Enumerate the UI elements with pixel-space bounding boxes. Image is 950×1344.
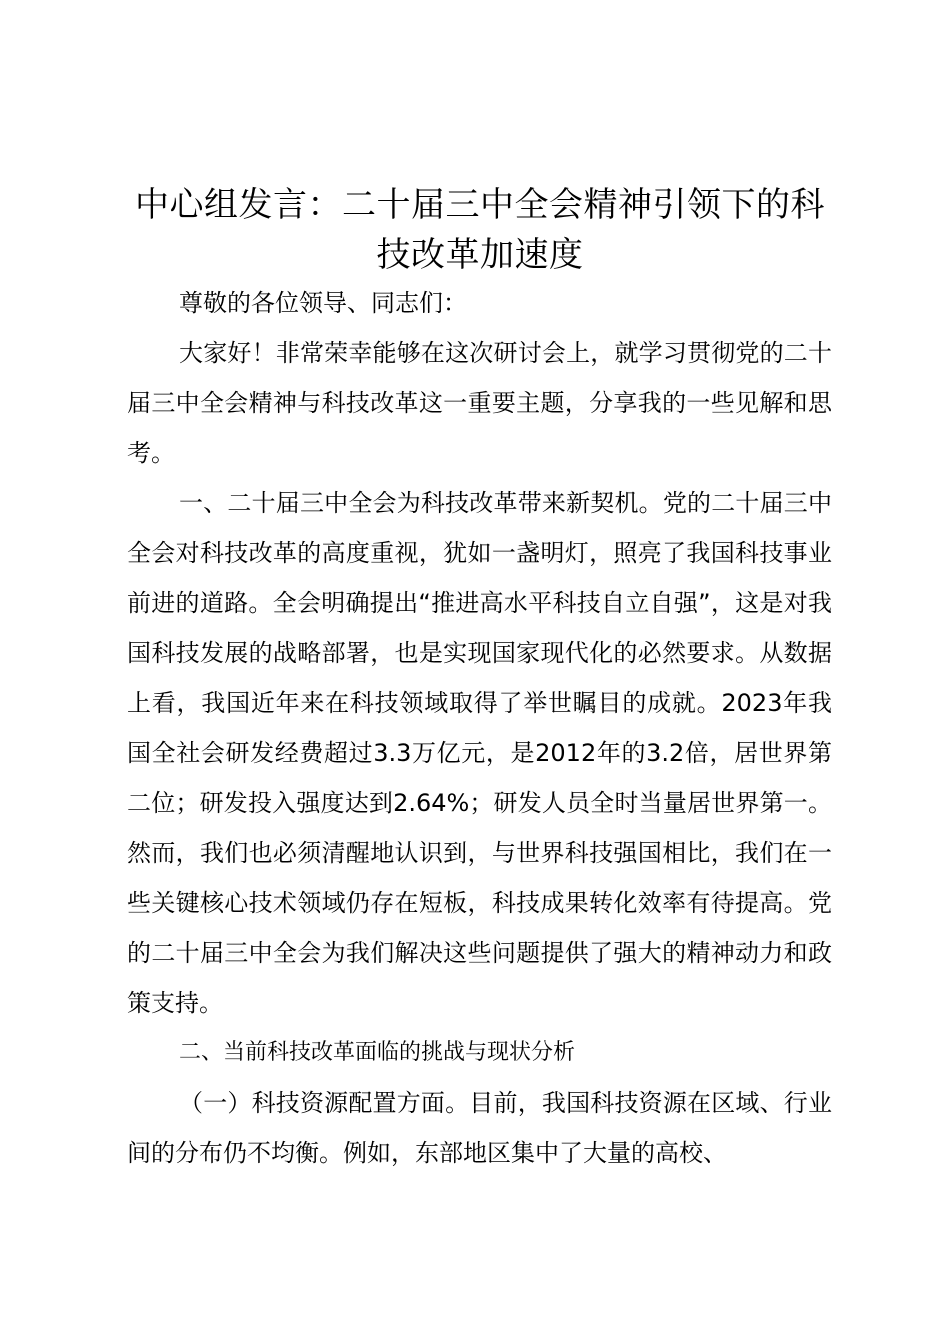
- section-two-heading: 二、当前科技改革面临的挑战与现状分析: [179, 1040, 576, 1065]
- opening-paragraph: 大家好！非常荣幸能够在这次研讨会上，就学习贯彻党的二十届三中全会精神与科技改革这一重要主题，分享我的一些见解和思考。: [127, 339, 832, 467]
- subsection-one-paragraph: （一）科技资源配置方面。目前，我国科技资源在区域、行业间的分布仍不均衡。例如，东部地区集中了大量的高校、: [127, 1089, 832, 1167]
- salutation-paragraph: 尊敬的各位领导、同志们：: [179, 289, 467, 317]
- document-body: [127, 278, 832, 1178]
- section-one-paragraph: 一、二十届三中全会为科技改革带来新契机。党的二十届三中全会对科技改革的高度重视，犹如一盏明灯，照亮了我国科技事业前进的道路。全会明确提出“推进高水平科技自立自强”，这是对我国科技发展的战略部署，也是实现国家现代化的必然要求。从数据上看，我国近年来在科技领域取得了举世瞩目的成就。2023年我国全社会研发经费超过3.3万亿元，是2012年的3.2倍，居世界第二位；研发投入强度达到2.64%；研发人员全时当量居世界第一。然而，我们也必须清醒地认识到，与世界科技强国相比，我们在一些关键核心技术领域仍存在短板，科技成果转化效率有待提高。党的二十届三中全会为我们解决这些问题提供了强大的精神动力和政策支持。: [127, 489, 832, 1017]
- document-title: 中心组发言：二十届三中全会精神引领下的科技改革加速度: [135, 185, 825, 275]
